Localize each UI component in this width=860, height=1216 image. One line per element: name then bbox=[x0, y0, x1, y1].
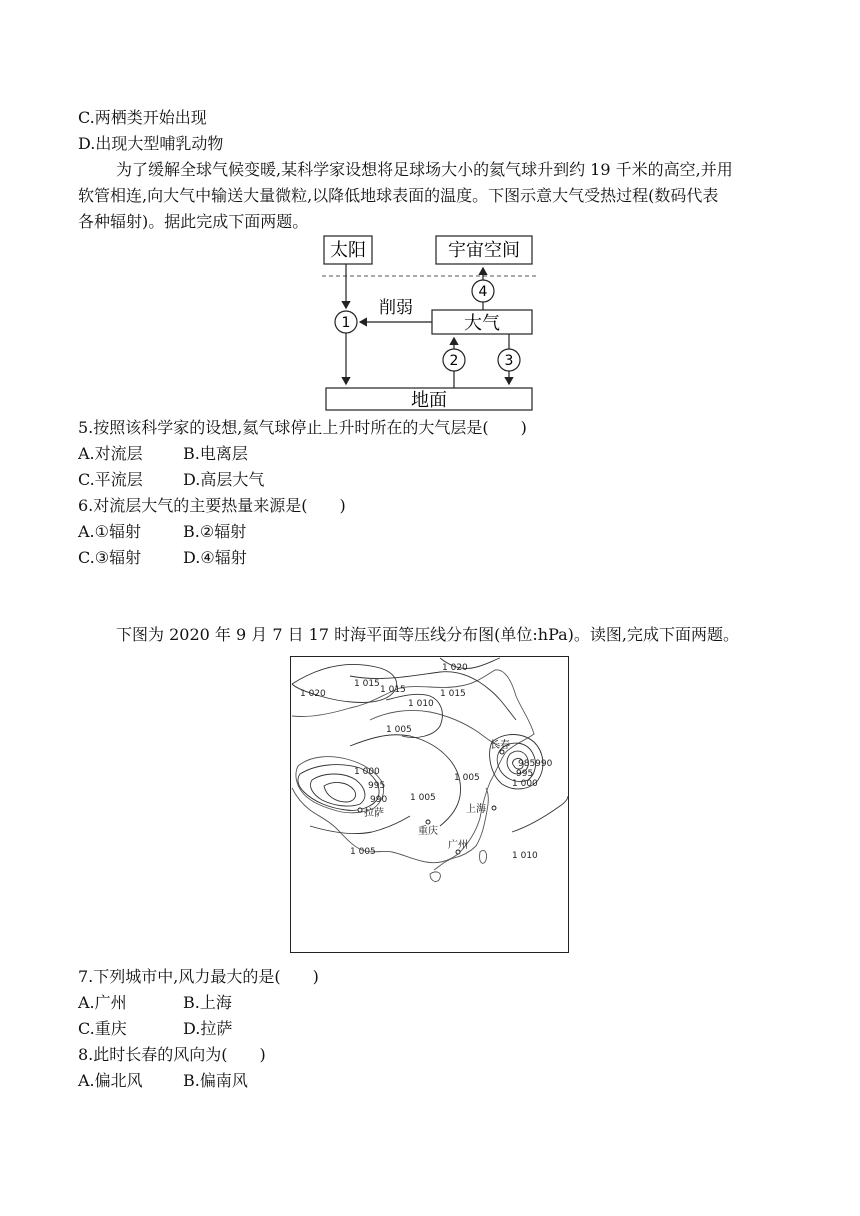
city-label-changchun: 长春 bbox=[490, 740, 510, 751]
isobar-map bbox=[290, 656, 570, 954]
isobar-label-1015-a: 1 015 bbox=[354, 679, 380, 689]
isobar-label-1005-b: 1 005 bbox=[410, 793, 436, 803]
radiation-2-label: 2 bbox=[449, 353, 459, 369]
isobar-label-1005-a: 1 005 bbox=[386, 725, 412, 735]
q6-option-a: A.①辐射 bbox=[78, 522, 141, 541]
isobar-label-1020-a: 1 020 bbox=[300, 689, 326, 699]
city-dot-shanghai bbox=[492, 806, 496, 810]
sun-label: 太阳 bbox=[330, 240, 366, 261]
intro2-text: 下图为 2020 年 9 月 7 日 17 时海平面等压线分布图(单位:hPa)。读图,完成下面两题。 bbox=[116, 625, 739, 644]
radiation-4-label: 4 bbox=[478, 284, 488, 300]
isobar-label-985990: 985990 bbox=[518, 759, 553, 769]
atmosphere-label: 大气 bbox=[464, 313, 500, 334]
isobar-label-1000-a: 1 000 bbox=[354, 767, 380, 777]
q7-option-a: A.广州 bbox=[78, 993, 127, 1012]
intro1-line1: 为了缓解全球气候变暖,某科学家设想将足球场大小的氦气球升到约 19 千米的高空,并用 bbox=[116, 160, 733, 179]
intro1-line2: 软管相连,向大气中输送大量微粒,以降低地球表面的温度。下图示意大气受热过程(数码代表 bbox=[78, 186, 719, 205]
isobar-label-1020-b: 1 020 bbox=[442, 663, 468, 673]
q5-stem: 5.按照该科学家的设想,氦气球停止上升时所在的大气层是( ) bbox=[78, 418, 527, 437]
weaken-label: 削弱 bbox=[379, 298, 413, 318]
atmosphere-heating-diagram bbox=[320, 232, 540, 414]
isobar-label-995-b: 995 bbox=[516, 769, 534, 779]
q7-option-b: B.上海 bbox=[183, 993, 232, 1012]
q8-option-a: A.偏北风 bbox=[78, 1071, 143, 1090]
city-label-lhasa: 拉萨 bbox=[364, 808, 384, 819]
q7-stem: 7.下列城市中,风力最大的是( ) bbox=[78, 967, 319, 986]
city-dot-lhasa bbox=[358, 808, 362, 812]
isobar-label-1010-b: 1 010 bbox=[512, 851, 538, 861]
city-dot-chongqing bbox=[426, 820, 430, 824]
q5-option-b: B.电离层 bbox=[183, 444, 248, 463]
ground-label: 地面 bbox=[411, 390, 447, 411]
radiation-1-label: 1 bbox=[341, 315, 351, 331]
q5-option-a: A.对流层 bbox=[78, 444, 143, 463]
isobar-label-995-a: 995 bbox=[368, 781, 386, 791]
city-label-chongqing: 重庆 bbox=[418, 826, 438, 837]
q6-option-d: D.④辐射 bbox=[183, 548, 247, 567]
intro1-line3: 各种辐射)。据此完成下面两题。 bbox=[78, 212, 309, 231]
isobar-label-990-a: 990 bbox=[370, 795, 388, 805]
q7-option-c: C.重庆 bbox=[78, 1019, 127, 1038]
isobar-label-1000-b: 1 000 bbox=[512, 779, 538, 789]
q5-option-c: C.平流层 bbox=[78, 470, 143, 489]
q8-option-b: B.偏南风 bbox=[183, 1071, 248, 1090]
q6-option-b: B.②辐射 bbox=[183, 522, 247, 541]
q7-option-d: D.拉萨 bbox=[183, 1019, 233, 1038]
space-label: 宇宙空间 bbox=[448, 240, 520, 261]
option-c-prev: C.两栖类开始出现 bbox=[78, 108, 207, 127]
city-label-shanghai: 上海 bbox=[466, 804, 486, 815]
isobar-label-1005-d: 1 005 bbox=[350, 847, 376, 857]
option-d-prev: D.出现大型哺乳动物 bbox=[78, 134, 224, 153]
q8-stem: 8.此时长春的风向为( ) bbox=[78, 1045, 266, 1064]
isobar-label-1005-c: 1 005 bbox=[454, 773, 480, 783]
isobar-label-1015-b: 1 015 bbox=[380, 685, 406, 695]
q6-stem: 6.对流层大气的主要热量来源是( ) bbox=[78, 496, 346, 515]
city-label-guangzhou: 广州 bbox=[448, 840, 468, 851]
radiation-3-label: 3 bbox=[504, 353, 514, 369]
q5-option-d: D.高层大气 bbox=[183, 470, 265, 489]
q6-option-c: C.③辐射 bbox=[78, 548, 142, 567]
isobar-label-1010-a: 1 010 bbox=[408, 699, 434, 709]
isobar-label-1015-c: 1 015 bbox=[440, 689, 466, 699]
